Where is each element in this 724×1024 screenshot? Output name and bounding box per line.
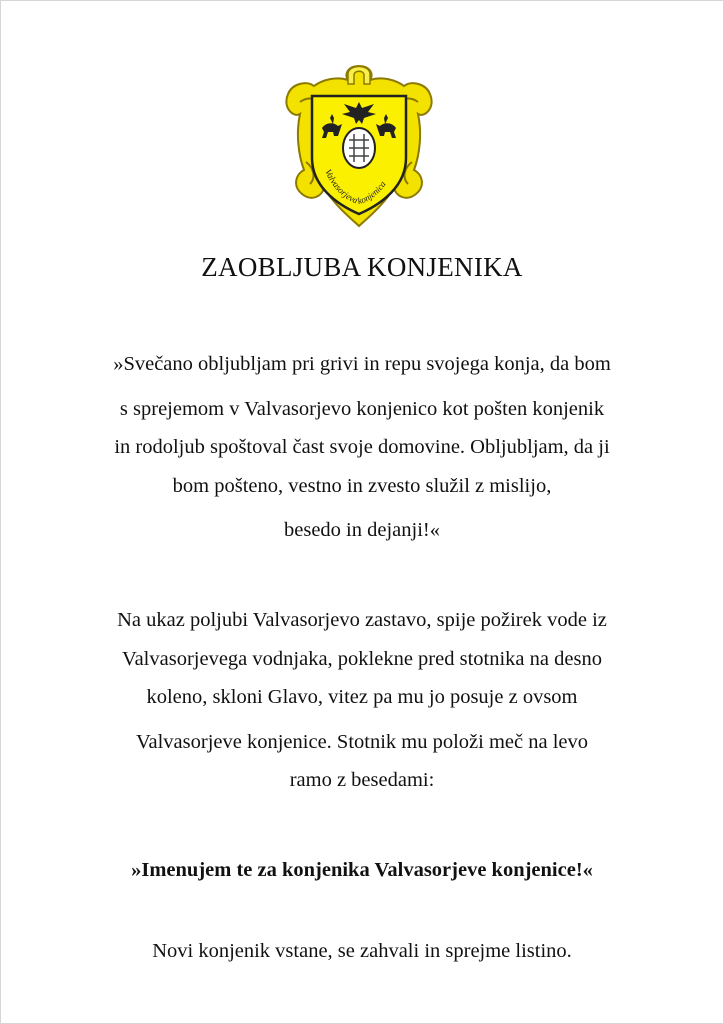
ritual-line: Valvasorjevega vodnjaka, poklekne pred stotnika na desno [122, 648, 602, 670]
oath-line: bom pošteno, vestno in zvesto služil z mislijo, [172, 475, 552, 497]
ritual-line: Na ukaz poljubi Valvasorjevo zastavo, spije požirek vode iz [117, 609, 607, 631]
proclamation: »Imenujem te za konjenika Valvasorjeve konjenice!« [131, 859, 593, 881]
ritual-line: koleno, skloni Glavo, vitez pa mu jo posuje z ovsom [146, 686, 578, 708]
ritual-line: ramo z besedami: [289, 769, 435, 791]
svg-text:Valvasorjeva konjenica: Valvasorjeva konjenica [323, 167, 388, 207]
oath-line: »Svečano obljubljam pri grivi in repu svojega konja, da bom [113, 353, 611, 375]
coat-of-arms-logo [278, 62, 440, 230]
oath-line: s sprejemom v Valvasorjevo konjenico kot pošten konjenik [119, 398, 605, 420]
oath-line: besedo in dejanji!« [284, 519, 440, 541]
page-title: ZAOBLJUBA KONJENIKA [201, 252, 523, 282]
closing-line: Novi konjenik vstane, se zahvali in sprejme listino. [152, 940, 572, 962]
ritual-line: Valvasorjeve konjenice. Stotnik mu položi meč na levo [135, 731, 589, 753]
oath-line: in rodoljub spoštoval čast svoje domovine. Obljubljam, da ji [114, 436, 610, 458]
